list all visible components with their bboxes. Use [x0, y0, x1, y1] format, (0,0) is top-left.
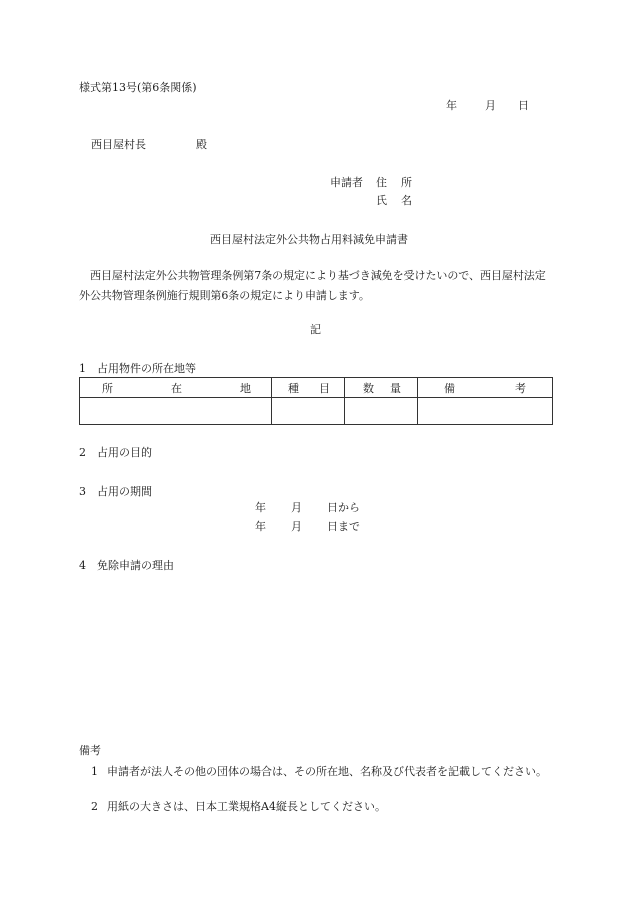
form-number: 様式第13号(第6条関係): [79, 81, 197, 94]
section-number: 4: [79, 559, 86, 572]
section-number: 3: [79, 485, 86, 498]
ki-heading: 記: [310, 323, 321, 336]
section-3-heading: [79, 485, 152, 499]
section-4-heading: [79, 559, 174, 573]
address-char-1: 住: [376, 176, 387, 189]
section-label: 占用の期間: [97, 485, 152, 498]
applicant-name-label: [376, 194, 412, 208]
applicant-address-label: [376, 176, 412, 190]
period-from-year: 年: [255, 501, 266, 514]
period-to-line: [255, 520, 360, 534]
document-title: 西目屋村法定外公共物占用料減免申請書: [210, 233, 408, 246]
period-from-month: 月: [291, 501, 302, 514]
date-year-label: 年: [446, 99, 457, 112]
period-to-year: 年: [255, 520, 266, 533]
section-label: 免除申請の理由: [97, 559, 174, 572]
period-from-day: 日から: [327, 501, 360, 514]
period-from-line: [255, 501, 360, 515]
header-type: 種 目: [272, 378, 345, 398]
location-table: [79, 377, 553, 425]
address-char-2: 所: [401, 176, 412, 189]
notes-heading: 備考: [79, 744, 101, 757]
header-remarks: 備 考: [418, 378, 553, 398]
cell-type[interactable]: [272, 398, 345, 425]
section-label: 占用物件の所在地等: [97, 362, 196, 375]
note-item-2: [91, 800, 553, 814]
note-text: 申請者が法人その他の団体の場合は、その所在地、名称及び代表者を記載してください。: [107, 765, 547, 778]
applicant-label: 申請者: [330, 176, 363, 189]
addressee-suffix: 殿: [196, 138, 207, 151]
header-quantity: 数 量: [345, 378, 418, 398]
note-item-1: [91, 763, 553, 781]
section-2-heading: [79, 446, 152, 460]
note-number: 1: [91, 765, 98, 778]
name-char-1: 氏: [376, 194, 387, 207]
section-number: 2: [79, 446, 86, 459]
cell-quantity[interactable]: [345, 398, 418, 425]
period-to-month: 月: [291, 520, 302, 533]
table-header-row: [80, 378, 553, 398]
body-paragraph: 西目屋村法定外公共物管理条例第7条の規定により基づき減免を受けたいので、西目屋村法定外公共物管理条例施行規則第6条の規定により申請します。: [79, 269, 546, 302]
date-month-label: 月: [485, 99, 496, 112]
name-char-2: 名: [401, 194, 412, 207]
period-to-day: 日まで: [327, 520, 360, 533]
note-text: 用紙の大きさは、日本工業規格A4縦長としてください。: [107, 800, 386, 813]
cell-location[interactable]: [80, 398, 272, 425]
header-location: 所 在 地: [80, 378, 272, 398]
table-row: [80, 398, 553, 425]
note-number: 2: [91, 800, 98, 813]
date-day-label: 日: [518, 99, 529, 112]
section-number: 1: [79, 362, 86, 375]
addressee: 西目屋村長: [91, 138, 146, 151]
cell-remarks[interactable]: [418, 398, 553, 425]
section-label: 占用の目的: [97, 446, 152, 459]
section-1-heading: [79, 362, 196, 376]
